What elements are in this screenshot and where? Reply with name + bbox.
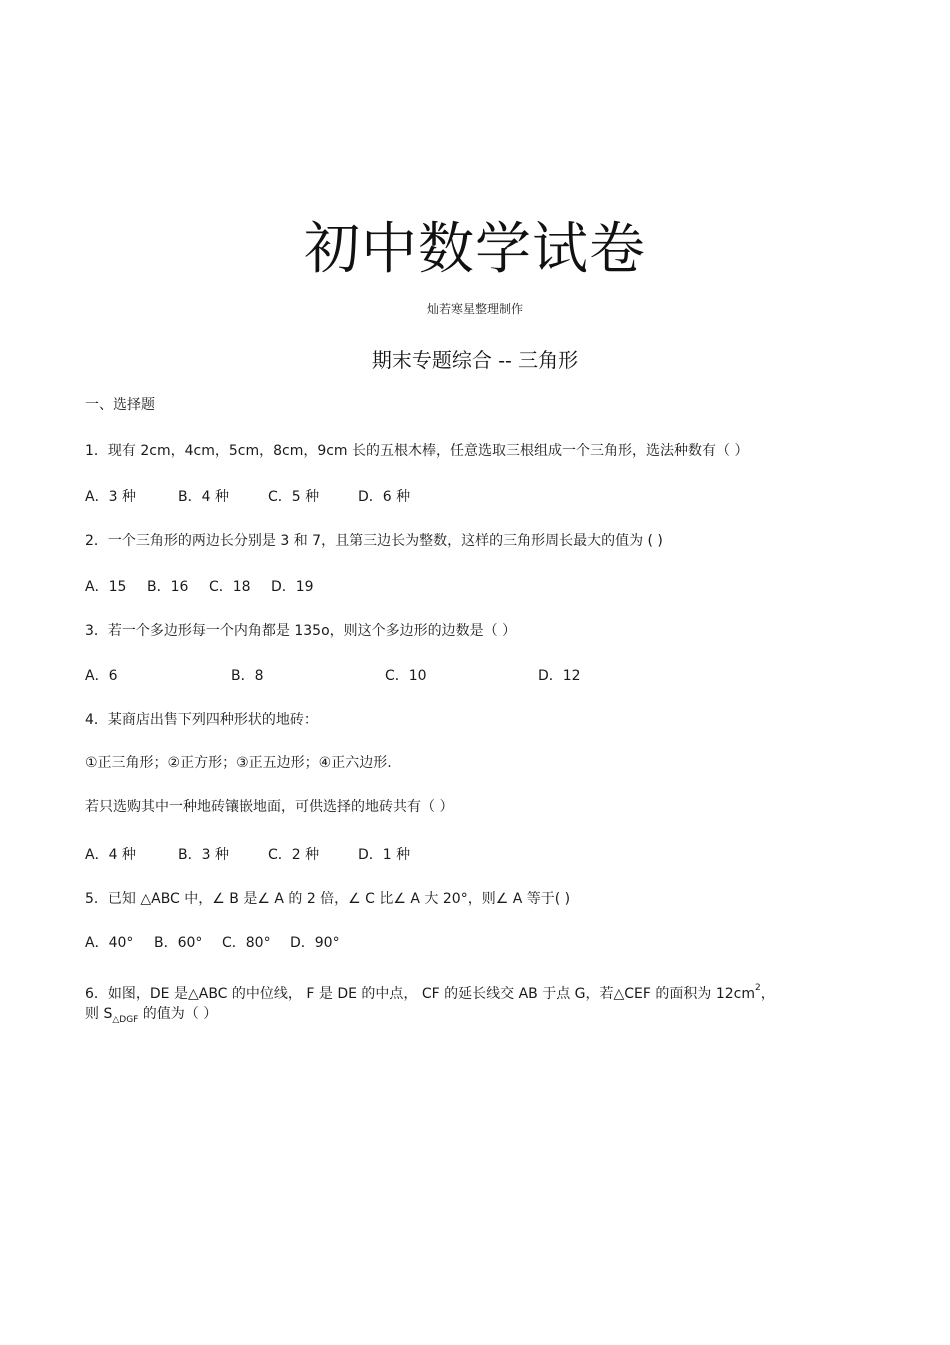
page-title: 初中数学试卷 (304, 217, 646, 282)
question-4-shapes: ①正三角形；②正方形；③正五边形；④正六边形. (85, 755, 392, 771)
section-title: 期末专题综合 -- 三角形 (371, 348, 579, 372)
question-6-prompt (85, 1004, 217, 1030)
question-5-option-c: C．80° (222, 935, 271, 951)
question-2-stem: 2．一个三角形的两边长分别是 3 和 7，且第三边长为整数，这样的三角形周长最大的值为 ( ) (85, 533, 663, 549)
question-1-option-a: A．3 种 (85, 489, 136, 505)
question-5-option-b: B．60° (154, 935, 203, 951)
question-2-option-d: D．19 (271, 579, 314, 595)
question-1-option-c: C．5 种 (268, 489, 320, 505)
question-2-option-b: B．16 (147, 579, 189, 595)
question-1-option-b: B．4 种 (178, 489, 229, 505)
question-1-stem: 1．现有 2cm，4cm，5cm，8cm，9cm 长的五根木棒，任意选取三根组成一个三角形，选法种数有（ ） (85, 443, 749, 459)
question-5-option-a: A．40° (85, 935, 134, 951)
question-2-option-c: C．18 (209, 579, 251, 595)
question-4-stem: 4．某商店出售下列四种形状的地砖： (85, 712, 318, 728)
question-3-option-b: B．8 (231, 668, 264, 684)
question-6-prompt-prefix: 则 S (85, 1006, 113, 1022)
question-6-prompt-suffix: 的值为（ ） (138, 1006, 218, 1022)
question-6-unit-exponent: 2 (755, 983, 761, 993)
question-5-option-d: D．90° (290, 935, 340, 951)
question-5-stem: 5．已知 △ABC 中，∠ B 是∠ A 的 2 倍，∠ C 比∠ A 大 20°，则∠ A 等于( ) (85, 891, 571, 907)
question-1-option-d: D．6 种 (358, 489, 411, 505)
question-6-stem (85, 978, 775, 1004)
page-subtitle: 灿若寒星整理制作 (426, 302, 523, 316)
question-3-stem: 3．若一个多边形每一个内角都是 135o，则这个多边形的边数是（ ） (85, 623, 517, 639)
question-3-option-c: C．10 (385, 668, 427, 684)
question-4-option-a: A．4 种 (85, 847, 136, 863)
question-6-area-subscript: △DGF (112, 1015, 139, 1025)
question-2-option-a: A．15 (85, 579, 127, 595)
question-4-option-d: D．1 种 (358, 847, 411, 863)
question-3-option-d: D．12 (538, 668, 581, 684)
question-3-option-a: A．6 (85, 668, 118, 684)
question-4-option-c: C．2 种 (268, 847, 320, 863)
question-4-option-b: B．3 种 (178, 847, 229, 863)
question-6-stem-end: ， (760, 986, 775, 1002)
question-4-prompt: 若只选购其中一种地砖镶嵌地面，可供选择的地砖共有（ ） (85, 799, 454, 815)
part-heading: 一、选择题 (85, 397, 155, 413)
question-6-stem-text: 6．如图，DE 是△ABC 的中位线， F 是 DE 的中点， CF 的延长线交 AB 于点 G，若△CEF 的面积为 12cm (85, 986, 755, 1002)
